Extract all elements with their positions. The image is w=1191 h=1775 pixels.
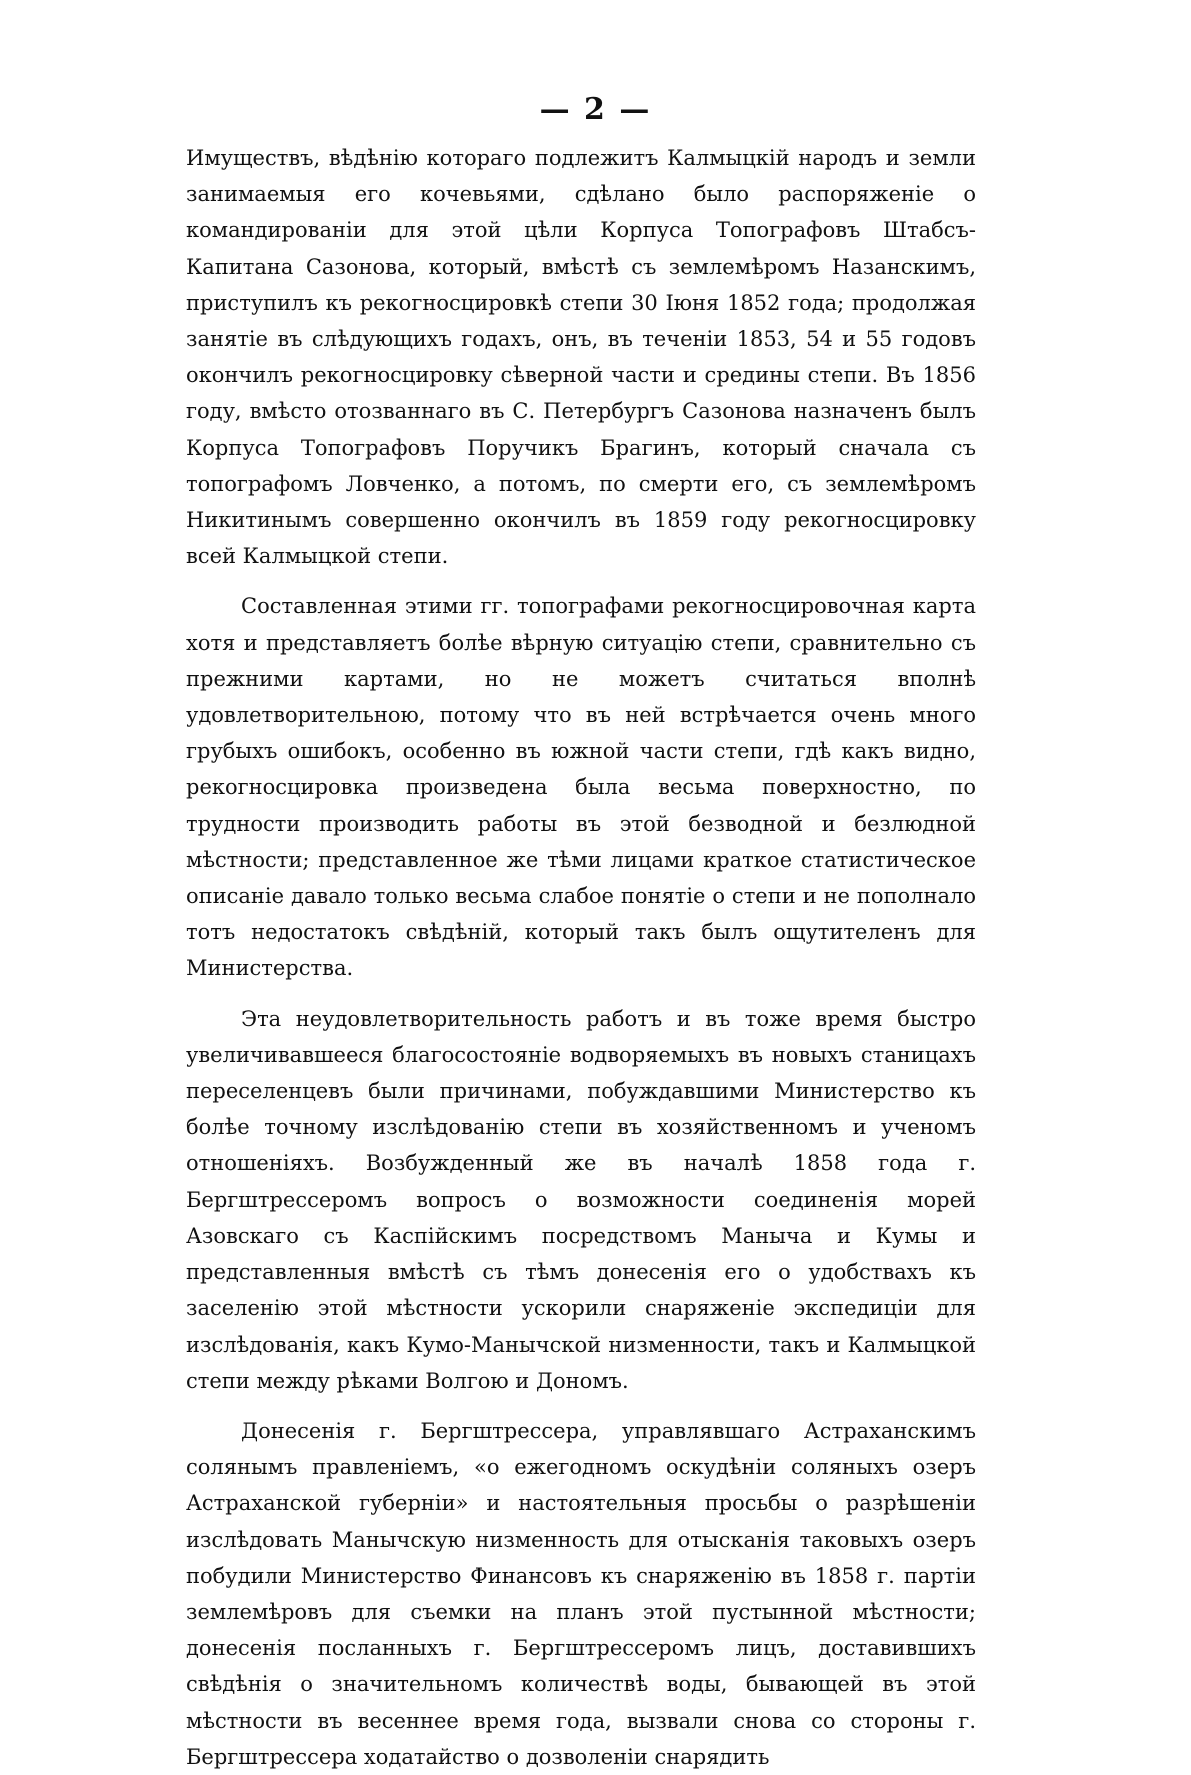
paragraph-expedition-reasons: Эта неудовлетворительность работъ и въ тоже время быстро увеличивавшееся благосостояніе водворяемыхъ въ новыхъ станицахъ переселенцевъ были причинами, побуждавшими Министерство къ болѣе точному изслѣдованію степи въ хозяйственномъ и ученомъ отношеніяхъ. Возбужденный же въ началѣ 1858 года г. Бергштрессеромъ вопросъ о возможности соединенія морей Азовскаго съ Каспійскимъ посредствомъ Манычa и Кумы и представленныя вмѣстѣ съ тѣмъ донесенія его о удобствахъ къ заселенію этой мѣстности ускорили снаряженіе экспедиціи для изслѣдованія, какъ Кумо-Манычской низменности, такъ и Калмыцкой степи между рѣками Волгою и Дономъ.	[186, 1006, 976, 1393]
paragraph-bergshtresser-reports: Донесенія г. Бергштрессера, управлявшаго Астраханскимъ солянымъ правленіемъ, «о ежегодномъ оскудѣніи соляныхъ озеръ Астраханской губерніи» и настоятельныя просьбы о разрѣшеніи изслѣдовать Манычскую низменность для отысканія таковыхъ озеръ побудили Министерство Финансовъ къ снаряженію въ 1858 г. партіи землемѣровъ для съемки на планъ этой пустынной мѣстности; донесенія посланныхъ г. Бергштрессеромъ лицъ, доставившихъ свѣдѣнія о значительномъ количествѣ воды, бывающей въ этой мѣстности въ весеннее время года, вызвали снова со стороны г. Бергштрессера ходатайство о дозволеніи снарядить	[186, 1418, 976, 1769]
body-text	[186, 140, 976, 1775]
paragraph-map-assessment: Составленная этими гг. топографами рекогносцировочная карта хотя и представляетъ болѣе вѣрную ситуацію степи, сравнительно съ прежними картами, но не можетъ считаться вполнѣ удовлетворительною, потому что въ ней встрѣчается очень много грубыхъ ошибокъ, особенно въ южной части степи, гдѣ какъ видно, рекогносцировка произведена была весьма поверхностно, по трудности производить работы въ этой безводной и безлюдной мѣстности; представленное же тѣми лицами краткое статистическое описаніе давало только весьма слабое понятіе о степи и не пополнало тотъ недостатокъ свѣдѣній, который такъ былъ ощутителенъ для Министерства.	[186, 594, 976, 981]
paragraph-continuation: Имуществъ, вѣдѣнію котораго подлежитъ Калмыцкій народъ и земли занимаемыя его кочевьями, сдѣлано было распоряженіе о командированіи для этой цѣли Корпуса Топографовъ Штабсъ-Капитана Сазонова, который, вмѣстѣ съ землемѣромъ Назанскимъ, приступилъ къ рекогносцировкѣ степи 30 Іюня 1852 года; продолжая занятіе въ слѣдующихъ годахъ, онъ, въ теченіи 1853, 54 и 55 годовъ окончилъ рекогносцировку сѣверной части и средины степи. Въ 1856 году, вмѣсто отозваннаго въ С. Петербургъ Сазонова назначенъ былъ Корпуса Топографовъ Поручикъ Брагинъ, который сначала съ топографомъ Ловченко, а потомъ, по смерти его, съ землемѣромъ Никитинымъ совершенно окончилъ въ 1859 году рекогносцировку всей Калмыцкой степи.	[186, 146, 976, 569]
page-number: — 2 —	[539, 92, 652, 127]
